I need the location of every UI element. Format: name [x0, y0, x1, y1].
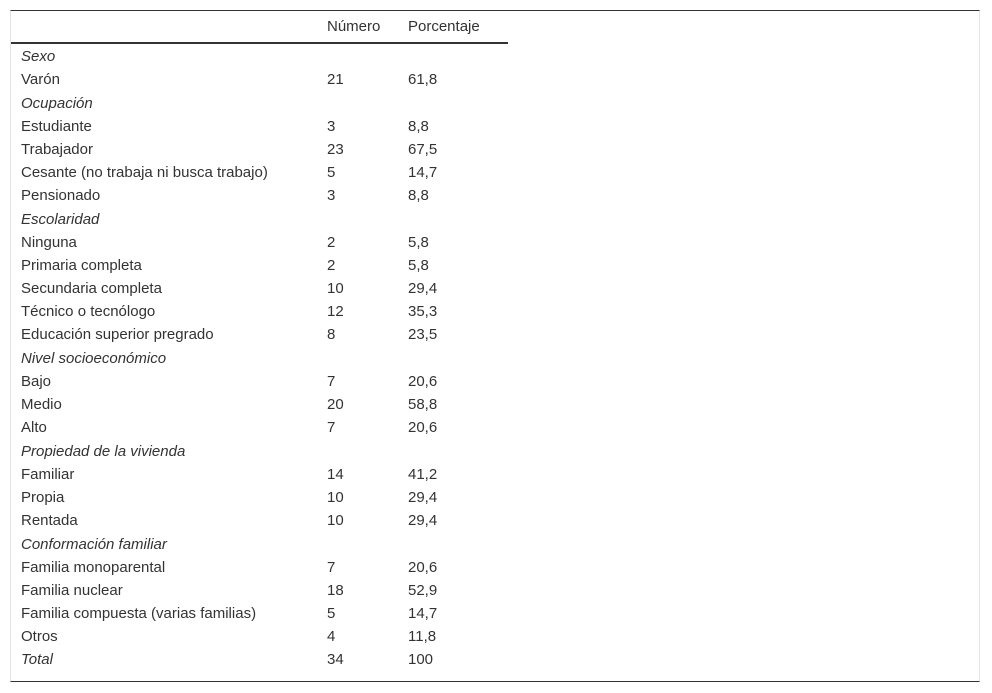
row-numero: 23 — [327, 141, 344, 158]
row-label: Sexo — [21, 47, 56, 65]
row-porcentaje: 35,3 — [408, 303, 438, 320]
row-numero: 20 — [327, 396, 344, 413]
row-numero — [327, 43, 408, 68]
row-porcentaje: 58,8 — [408, 396, 438, 413]
demographics-table — [11, 11, 508, 671]
row-numero: 4 — [327, 628, 336, 645]
section-row — [11, 532, 508, 556]
table-frame — [10, 10, 980, 682]
table-row — [11, 579, 508, 602]
row-porcentaje — [408, 207, 508, 231]
row-numero: 3 — [327, 118, 336, 135]
header-label — [11, 11, 327, 43]
row-porcentaje: 61,8 — [408, 71, 438, 88]
row-porcentaje — [408, 91, 508, 115]
row-porcentaje: 5,8 — [408, 257, 429, 274]
row-label: Ninguna — [21, 234, 77, 251]
row-porcentaje: 11,8 — [408, 628, 437, 645]
row-numero: 18 — [327, 582, 344, 599]
row-label: Familia monoparental — [21, 559, 166, 576]
row-label: Bajo — [21, 373, 52, 390]
row-numero: 21 — [327, 71, 344, 88]
total-row — [11, 648, 508, 671]
row-porcentaje: 20,6 — [408, 373, 438, 390]
row-numero — [327, 207, 408, 231]
row-numero: 2 — [327, 234, 336, 251]
row-label: Técnico o tecnólogo — [21, 303, 156, 320]
table-row — [11, 231, 508, 254]
table-row — [11, 161, 508, 184]
row-label: Familiar — [21, 466, 75, 483]
table-row — [11, 463, 508, 486]
row-numero: 34 — [327, 651, 344, 668]
row-label: Familia compuesta (varias familias) — [21, 605, 257, 622]
row-porcentaje — [408, 346, 508, 370]
row-porcentaje: 20,6 — [408, 559, 438, 576]
row-porcentaje — [408, 532, 508, 556]
row-porcentaje: 5,8 — [408, 234, 429, 251]
row-porcentaje: 14,7 — [408, 164, 438, 181]
row-porcentaje — [408, 439, 508, 463]
row-label: Rentada — [21, 512, 78, 529]
table-row — [11, 115, 508, 138]
row-label: Propia — [21, 489, 65, 506]
section-row — [11, 346, 508, 370]
table-row — [11, 416, 508, 439]
row-label: Pensionado — [21, 187, 101, 204]
header-porcentaje: Porcentaje — [408, 11, 508, 43]
row-label: Propiedad de la vivienda — [21, 442, 186, 460]
row-label: Primaria completa — [21, 257, 142, 274]
row-label: Conformación familiar — [21, 535, 167, 553]
table-row — [11, 602, 508, 625]
row-porcentaje: 29,4 — [408, 489, 438, 506]
table-row — [11, 254, 508, 277]
row-label: Medio — [21, 396, 62, 413]
section-row — [11, 439, 508, 463]
row-numero: 2 — [327, 257, 336, 274]
row-numero: 7 — [327, 559, 336, 576]
row-porcentaje: 14,7 — [408, 605, 438, 622]
row-porcentaje: 8,8 — [408, 118, 429, 135]
table-row — [11, 370, 508, 393]
row-numero: 8 — [327, 326, 336, 343]
row-numero — [327, 91, 408, 115]
table-row — [11, 138, 508, 161]
table-row — [11, 300, 508, 323]
row-label: Otros — [21, 628, 58, 645]
row-label: Escolaridad — [21, 210, 100, 228]
row-label: Total — [21, 651, 53, 668]
row-numero: 7 — [327, 373, 336, 390]
table-row — [11, 486, 508, 509]
row-porcentaje: 100 — [408, 651, 434, 668]
row-numero: 5 — [327, 605, 336, 622]
section-row — [11, 91, 508, 115]
table-row — [11, 509, 508, 532]
row-label: Estudiante — [21, 118, 92, 135]
row-label: Familia nuclear — [21, 582, 123, 599]
row-label: Educación superior pregrado — [21, 326, 214, 343]
section-row — [11, 43, 508, 68]
row-numero: 3 — [327, 187, 336, 204]
table-row — [11, 625, 508, 648]
row-porcentaje: 23,5 — [408, 326, 438, 343]
row-numero: 5 — [327, 164, 336, 181]
row-numero: 14 — [327, 466, 344, 483]
table-row — [11, 323, 508, 346]
row-porcentaje: 52,9 — [408, 582, 438, 599]
header-numero: Número — [327, 11, 408, 43]
row-porcentaje: 20,6 — [408, 419, 438, 436]
row-numero: 10 — [327, 512, 344, 529]
row-label: Ocupación — [21, 94, 93, 112]
row-label: Alto — [21, 419, 47, 436]
row-numero: 10 — [327, 280, 344, 297]
row-numero: 7 — [327, 419, 336, 436]
table-row — [11, 68, 508, 91]
row-porcentaje: 67,5 — [408, 141, 438, 158]
row-numero: 10 — [327, 489, 344, 506]
row-porcentaje: 29,4 — [408, 512, 438, 529]
table-row — [11, 393, 508, 416]
table-row — [11, 277, 508, 300]
table-row — [11, 556, 508, 579]
table-body — [11, 43, 508, 671]
row-numero — [327, 532, 408, 556]
row-porcentaje: 41,2 — [408, 466, 438, 483]
row-label: Trabajador — [21, 141, 93, 158]
row-numero: 12 — [327, 303, 344, 320]
row-label: Nivel socioeconómico — [21, 349, 167, 367]
row-label: Secundaria completa — [21, 280, 162, 297]
row-label: Cesante (no trabaja ni busca trabajo) — [21, 164, 268, 181]
table-header-row — [11, 11, 508, 43]
table-row — [11, 184, 508, 207]
row-porcentaje: 8,8 — [408, 187, 429, 204]
row-porcentaje — [408, 43, 508, 68]
section-row — [11, 207, 508, 231]
row-porcentaje: 29,4 — [408, 280, 438, 297]
row-label: Varón — [21, 71, 60, 88]
row-numero — [327, 346, 408, 370]
row-numero — [327, 439, 408, 463]
